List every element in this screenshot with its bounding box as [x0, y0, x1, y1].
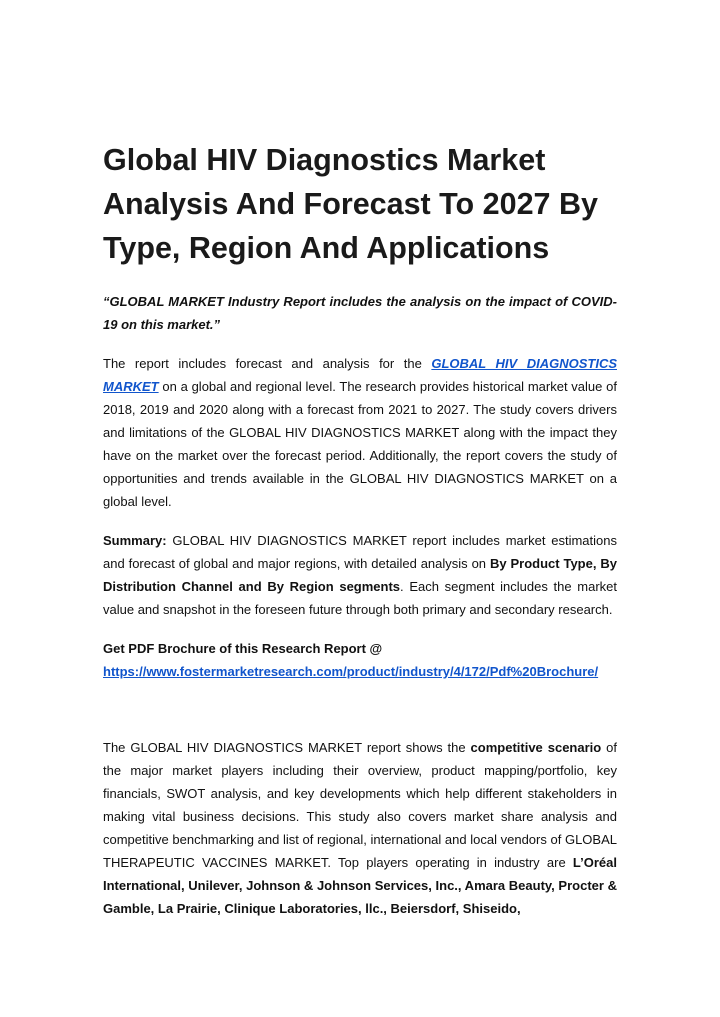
lede-quote: “GLOBAL MARKET Industry Report includes the analysis on the impact of COVID-19 on this market.”: [103, 294, 617, 332]
intro-paragraph: [103, 352, 617, 513]
title-line-3: Type, Region And Applications: [103, 231, 550, 265]
competitive-text-1: The GLOBAL HIV DIAGNOSTICS MARKET report shows the: [103, 740, 471, 755]
competitive-text-2: of the major market players including their overview, product mapping/portfolio, key financials, SWOT analysis, and key developments which help different stakeholders in making vital business decisions. This study also covers market share analysis and competitive benchmarking and list of regional, international and local vendors of GLOBAL THERAPEUTIC VACCINES MARKET. Top players operating in industry are: [103, 740, 618, 870]
competitive-paragraph: [103, 736, 617, 920]
top-players-list: L’Oréal International, Unilever, Johnson & Johnson Services, Inc., Amara Beauty, Procter & Gamble, La Prairie, Clinique Laboratories, llc., Beiersdorf, Shiseido,: [103, 855, 617, 916]
title-line-2: Analysis And Forecast To 2027 By: [103, 187, 598, 221]
document-body: [103, 138, 617, 936]
title-line-1: Global HIV Diagnostics Market: [103, 143, 546, 177]
summary-text-2: . Each segment includes the market value and snapshot in the foreseen future through both primary and secondary research.: [103, 579, 617, 617]
summary-segments: By Product Type, By Distribution Channel and By Region segments: [103, 556, 617, 594]
page-title: [103, 138, 617, 270]
summary-text-1: GLOBAL HIV DIAGNOSTICS MARKET report includes market estimations and forecast of global and major regions, with detailed analysis on: [103, 533, 617, 571]
section-spacer: [103, 683, 617, 736]
market-link[interactable]: GLOBAL HIV DIAGNOSTICS MARKET: [103, 356, 617, 394]
intro-text-after: on a global and regional level. The research provides historical market value of 2018, 2019 and 2020 along with a forecast from 2021 to 2027. The study covers drivers and limitations of the GLOBAL HIV DIAGNOSTICS MARKET along with the impact they have on the market over the forecast period. Additionally, the report covers the study of opportunities and trends available in the GLOBAL HIV DIAGNOSTICS MARKET on a global level.: [103, 379, 617, 509]
intro-text-before: The report includes forecast and analysis for the: [103, 356, 432, 371]
brochure-link[interactable]: https://www.fostermarketresearch.com/product/industry/4/172/Pdf%20Brochure/: [103, 664, 599, 679]
summary-label: Summary:: [103, 533, 167, 548]
summary-paragraph: [103, 529, 617, 621]
brochure-heading: Get PDF Brochure of this Research Report @: [103, 641, 383, 656]
competitive-scenario: competitive scenario: [470, 740, 602, 755]
